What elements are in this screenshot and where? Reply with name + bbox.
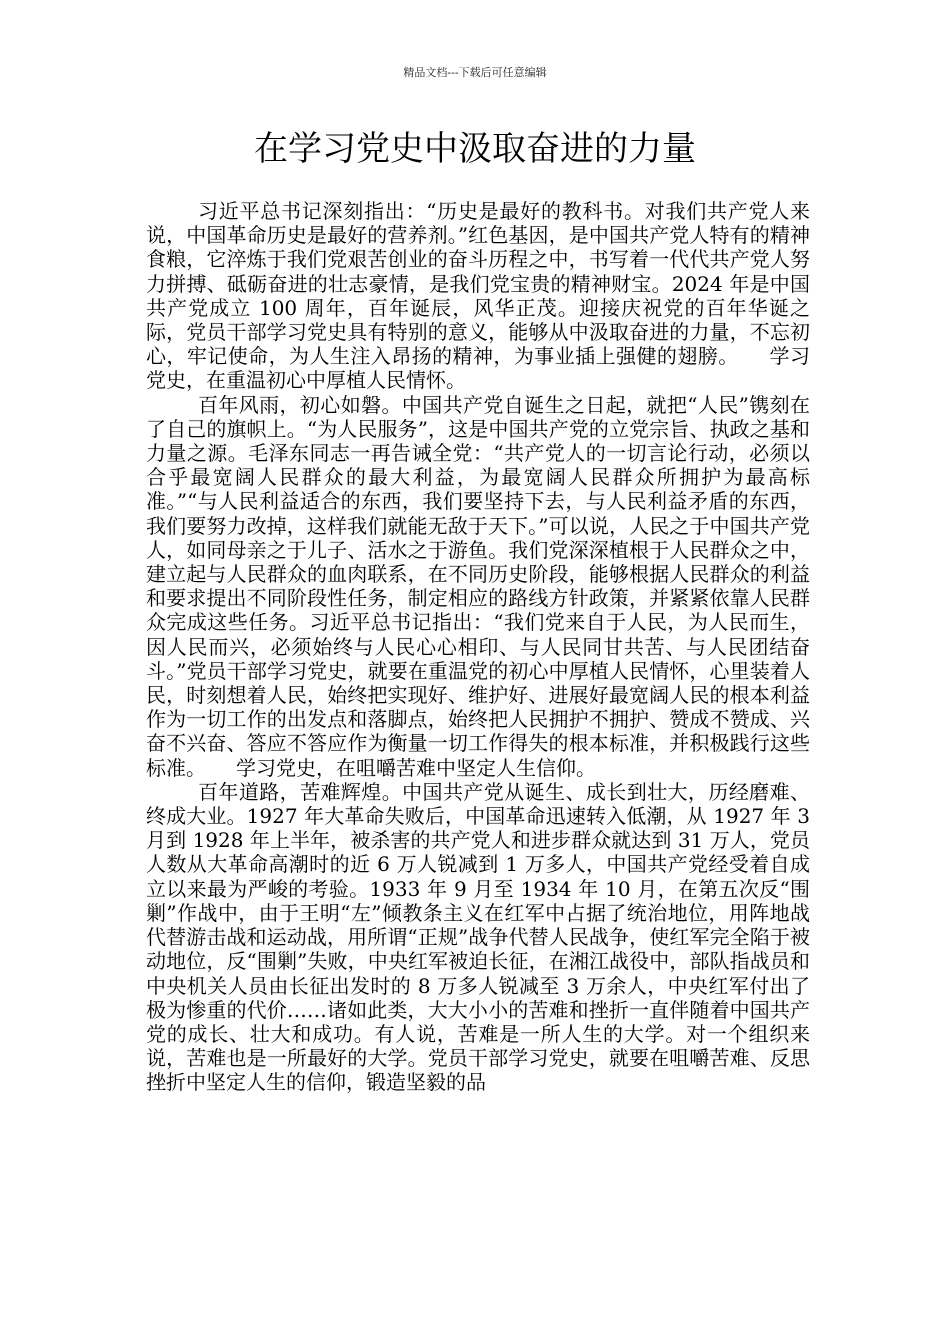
document-title: 在学习党史中汲取奋进的力量	[254, 129, 696, 169]
paragraph: 百年道路，苦难辉煌。中国共产党从诞生、成长到壮大，历经磨难、终成大业。1927 年大革命失败后，中国革命迅速转入低潮，从 1927 年 3 月到 1928 年上半年，被杀害的共产党人和进步群众就达到 31 万人，党员人数从大革命高潮时的近 6 万人锐减到 1 万多人，中国共产党经受着自成立以来最为严峻的考验。1933 年 9 月至 1934 年 10 月，在第五次反“围剿”作战中，由于王明“左”倾教条主义在红军中占据了统治地位，用阵地战代替游击战和运动战，用所谓“正规”战争代替人民战争，使红军完全陷于被动地位，反“围剿”失败，中央红军被迫长征，在湘江战役中，部队指战员和中央机关人员由长征出发时的 8 万多人锐减至 3 万余人，中央红军付出了极为惨重的代价……诸如此类，大大小小的苦难和挫折一直伴随着中国共产党的成长、壮大和成功。有人说，苦难是一所人生的大学。对一个组织来说，苦难也是一所最好的大学。党员干部学习党史，就要在咀嚼苦难、反思挫折中坚定人生的信仰，锻造坚毅的品	[146, 779, 810, 1095]
header-note: 精品文档---下载后可任意编辑	[403, 66, 547, 79]
document-body	[146, 199, 810, 1095]
paragraph: 百年风雨，初心如磐。中国共产党自诞生之日起，就把“人民”镌刻在了自己的旗帜上。“为人民服务”，这是中国共产党的立党宗旨、执政之基和力量之源。毛泽东同志一再告诫全党：“共产党人的一切言论行动，必须以合乎最宽阔人民群众的最大利益，为最宽阔人民群众所拥护为最高标准。”“与人民利益适合的东西，我们要坚持下去，与人民利益矛盾的东西，我们要努力改掉，这样我们就能无敌于天下。”可以说，人民之于中国共产党人，如同母亲之于儿子、活水之于游鱼。我们党深深植根于人民群众之中，建立起与人民群众的血肉联系，在不同历史阶段，能够根据人民群众的利益和要求提出不同阶段性任务，制定相应的路线方针政策，并紧紧依靠人民群众完成这些任务。习近平总书记指出：“我们党来自于人民，为人民而生，因人民而兴，必须始终与人民心心相印、与人民同甘共苦、与人民团结奋斗。”党员干部学习党史，就要在重温党的初心中厚植人民情怀，心里装着人民，时刻想着人民，始终把实现好、维护好、进展好最宽阔人民的根本利益作为一切工作的出发点和落脚点，始终把人民拥护不拥护、赞成不赞成、兴奋不兴奋、答应不答应作为衡量一切工作得失的根本标准，并积极践行这些标准。 学习党史，在咀嚼苦难中坚定人生信仰。	[146, 392, 810, 780]
paragraph: 习近平总书记深刻指出：“历史是最好的教科书。对我们共产党人来说，中国革命历史是最好的营养剂。”红色基因，是中国共产党人特有的精神食粮，它淬炼于我们党艰苦创业的奋斗历程之中，书写着一代代共产党人努力拼搏、砥砺奋进的壮志豪情，是我们党宝贵的精神财宝。2024 年是中国共产党成立 100 周年，百年诞辰，风华正茂。迎接庆祝党的百年华诞之际，党员干部学习党史具有特别的意义，能够从中汲取奋进的力量，不忘初心，牢记使命，为人生注入昂扬的精神，为事业插上强健的翅膀。 学习党史，在重温初心中厚植人民情怀。	[146, 199, 810, 393]
